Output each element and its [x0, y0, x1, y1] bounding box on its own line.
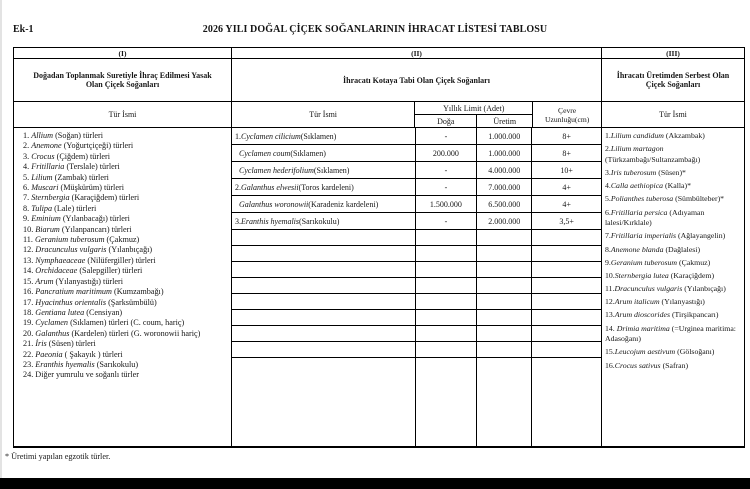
scan-left-edge [0, 0, 2, 489]
list-item [23, 193, 227, 203]
item-common-name: (Soğan) türleri [55, 131, 104, 140]
item-latin-name: Fritillaria imperialis [610, 231, 677, 241]
empty-row [232, 246, 601, 262]
item-latin-name: Paeonia [35, 349, 63, 359]
item-number: 6. [605, 207, 611, 217]
item-latin-name: İris [35, 339, 47, 349]
item-number: 5. [605, 194, 611, 204]
production-limit-cell: 4.000.000 [477, 162, 532, 179]
item-common-name: (Çiğdem) türleri [56, 151, 111, 161]
item-common-name: (Karaçiğdem) türleri [71, 193, 140, 203]
circumference-cell: 4+ [532, 179, 601, 196]
item-latin-name: Drimia maritima [616, 323, 670, 333]
quota-species-cell [232, 196, 416, 213]
item-latin-name: Anemone [31, 141, 62, 151]
row-latin-name: Eranthis hyemalis [241, 216, 299, 226]
empty-row [232, 294, 601, 310]
item-latin-name: Sternbergia lutea [614, 270, 669, 280]
circumference-cell: 8+ [532, 128, 601, 145]
nature-limit-cell: - [416, 179, 478, 196]
list-item [23, 204, 227, 214]
nature-limit-cell: - [416, 128, 478, 145]
item-number: 9. [23, 214, 30, 224]
item-common-name: (Ağlayangelin) [678, 231, 726, 241]
item-common-name: (Lale) türleri [54, 203, 97, 213]
row-common-name: (Sıklamen) [313, 165, 350, 175]
item-number: 8. [23, 203, 30, 213]
list-item [605, 284, 742, 295]
footnote: * Üretimi yapılan egzotik türler. [5, 452, 111, 461]
item-number: 4. [605, 181, 611, 191]
item-latin-name: Polianthes tuberosa [610, 194, 674, 204]
circumference-header: Çevre Uzunluğu(cm) [533, 102, 601, 128]
item-common-name: (Zambak) türleri [54, 172, 109, 182]
list-item [605, 181, 742, 192]
item-common-name: (Sarıkokulu) [96, 359, 139, 369]
list-item [23, 131, 227, 141]
list-item [605, 231, 742, 242]
item-common-name: (Yılanbıçağı) [108, 245, 153, 255]
list-item [605, 258, 742, 269]
annex-label: Ek-1 [13, 24, 34, 35]
table-body [14, 102, 744, 446]
item-common-name: (Kardelen) türleri (G. woronowii hariç) [71, 328, 201, 338]
item-latin-name: Calla aethiopica [610, 181, 664, 191]
item-latin-name: Eminium [31, 214, 61, 224]
quota-row [232, 145, 601, 162]
list-item [605, 131, 742, 142]
quota-row [232, 128, 601, 145]
list-item [605, 168, 742, 179]
quota-subheader-row [232, 102, 601, 128]
production-limit-cell: 1.000.000 [477, 128, 532, 145]
empty-row [232, 230, 601, 246]
empty-row [232, 342, 601, 358]
quota-species-cell [232, 162, 416, 179]
list-item [605, 310, 742, 321]
row-common-name: (Sıklamen) [290, 148, 326, 158]
list-item [23, 370, 227, 380]
empty-row [232, 278, 601, 294]
item-common-name: (Kumzambağı) [113, 287, 164, 297]
item-common-name: (Sümbülteber)* [675, 194, 725, 204]
col1-roman: (I) [14, 48, 232, 58]
item-latin-name: Fritillaria persica [610, 207, 668, 217]
item-number: 14. [23, 266, 34, 276]
item-common-name: (Dağlalesi) [665, 244, 701, 254]
list-item [23, 360, 227, 370]
item-latin-name: Fritillaria [31, 162, 65, 172]
item-number: 10. [605, 270, 615, 280]
item-number: 15. [23, 276, 34, 286]
item-latin-name: Lilium candidum [610, 131, 664, 140]
row-common-name: (Sarıkokulu) [299, 216, 340, 226]
item-latin-name: Crocus [31, 151, 55, 161]
row-common-name: (Sıklamen) [300, 131, 337, 141]
item-number: 7. [23, 193, 30, 203]
item-number: 12. [605, 297, 615, 307]
circumference-cell: 4+ [532, 196, 601, 213]
item-common-name: (Tirşikpancarı) [671, 310, 719, 320]
page-header [0, 24, 750, 40]
free-export-column [602, 102, 744, 446]
production-limit-cell: 2.000.000 [477, 213, 532, 230]
item-number: 18. [23, 307, 34, 317]
empty-row [232, 326, 601, 342]
item-number: 1. [605, 131, 611, 140]
item-number: 2. [605, 144, 611, 154]
item-number: 13. [23, 255, 34, 265]
item-number: 8. [605, 244, 611, 254]
item-number: 21. [23, 339, 34, 349]
quota-species-subheader: Tür İsmi [232, 102, 415, 128]
col2-roman: (II) [232, 48, 602, 58]
empty-tall-row [232, 358, 601, 446]
item-common-name: (Salepgiller) türleri [79, 266, 143, 276]
empty-row [232, 262, 601, 278]
list-item [23, 235, 227, 245]
list-item [23, 225, 227, 235]
col2-header: İhracatı Kotaya Tabi Olan Çiçek Soğanları [232, 59, 602, 101]
item-latin-name: Arum italicum [614, 297, 660, 307]
item-number: 6. [23, 183, 30, 193]
item-latin-name: Dracunculus vulgaris [614, 284, 683, 294]
quota-row [232, 162, 601, 179]
item-common-name: (Akzambak) [665, 131, 705, 140]
row-common-name: (Toros kardeleni) [298, 182, 354, 192]
row-latin-name: Cyclamen hederifolium [239, 165, 314, 175]
circumference-cell: 10+ [532, 162, 601, 179]
list-item [605, 208, 742, 229]
item-latin-name: Anemone blanda [610, 244, 664, 254]
production-header: Üretim [493, 116, 517, 126]
circumference-cell: 3,5+ [532, 213, 601, 230]
item-latin-name: Nymphaeaceae [35, 255, 86, 265]
item-common-name: (Yılanyastığı) [661, 297, 705, 307]
item-common-name: (Çakmuz) [106, 235, 140, 245]
item-common-name: (Sıklamen) türleri (C. coum, hariç) [70, 318, 185, 328]
item-number: 5. [23, 172, 30, 182]
item-latin-name: Dracunculus vulgaris [35, 245, 107, 255]
item-number: 22. [23, 349, 34, 359]
item-common-name: (Yılanpancarı) türleri [61, 224, 132, 234]
quota-row [232, 196, 601, 213]
list-item [605, 361, 742, 372]
list-item [605, 324, 742, 345]
item-number: 12. [23, 245, 34, 255]
prohibited-column [14, 102, 232, 446]
item-common-name: (Karaçiğdem) [670, 270, 715, 280]
item-common-name: (Süsen)* [658, 167, 686, 177]
list-item [605, 194, 742, 205]
item-latin-name: Cyclamen [35, 318, 69, 328]
item-latin-name: Galanthus [35, 328, 70, 338]
row-latin-name: Galanthus elwesii [241, 182, 299, 192]
item-latin-name: Pancratium maritimum [35, 287, 112, 297]
row-latin-name: Cyclamen cilicium [241, 131, 301, 141]
item-latin-name: Crocus sativus [614, 360, 661, 370]
item-common-name: (Yılanbacağı) türleri [62, 214, 130, 224]
list-item [23, 329, 227, 339]
list-item [23, 287, 227, 297]
item-common-name: (Müşkürüm) türleri [60, 183, 124, 193]
nature-limit-cell: - [416, 162, 478, 179]
item-number: 4. [23, 162, 30, 172]
list-item [605, 347, 742, 358]
production-limit-cell: 1.000.000 [477, 145, 532, 162]
item-common-name: Diğer yumrulu ve soğanlı türler [35, 370, 139, 380]
item-number: 9. [605, 257, 611, 267]
nature-header: Doğa [415, 115, 477, 127]
item-latin-name: Leucojum aestivum [614, 347, 676, 357]
list-item [23, 162, 227, 172]
item-latin-name: Gentiana lutea [35, 307, 85, 317]
item-common-name: (Yılanbıçağı) [684, 284, 726, 294]
nature-limit-cell: - [416, 213, 478, 230]
item-number: 13. [605, 310, 615, 320]
item-number: 3. [23, 151, 30, 161]
nature-limit-cell: 1.500.000 [416, 196, 478, 213]
item-common-name: (Türkzambağı/Sultanzambağı) [605, 154, 701, 164]
row-latin-name: Cyclamen coum [239, 148, 291, 158]
item-number: 10. [23, 224, 34, 234]
list-item [23, 350, 227, 360]
item-common-name: (Censiyan) [86, 307, 123, 317]
item-common-name: (Gölsoğanı) [677, 347, 715, 357]
list-item [23, 318, 227, 328]
item-number: 17. [23, 297, 34, 307]
row-common-name: (Karadeniz kardeleni) [308, 199, 379, 209]
prohibited-species-list [14, 128, 231, 446]
list-item [605, 245, 742, 256]
col3-subheader: Tür İsmi [602, 102, 744, 128]
quota-rows [232, 128, 601, 446]
empty-row [232, 310, 601, 326]
item-number: 16. [23, 287, 34, 297]
item-number: 24. [23, 370, 34, 380]
item-common-name: (Nilüfergiller) türleri [87, 255, 156, 265]
item-latin-name: Allium [31, 131, 54, 140]
list-item [23, 298, 227, 308]
item-common-name: (Şarksümbülü) [108, 297, 157, 307]
item-latin-name: Geranium tuberosum [610, 257, 678, 267]
list-item [23, 245, 227, 255]
quota-species-cell [232, 179, 416, 196]
list-item [605, 297, 742, 308]
list-item [23, 173, 227, 183]
row-number: 3. [235, 216, 241, 226]
list-item [23, 141, 227, 151]
item-common-name: (Yoğurtçiçeği) türleri [63, 141, 134, 151]
item-latin-name: Biarum [35, 224, 60, 234]
list-item [23, 214, 227, 224]
limit-split-row [415, 115, 532, 128]
row-number: 1. [235, 131, 241, 141]
item-latin-name: Iris tuberosum [610, 167, 657, 177]
item-latin-name: Arum dioscorides [614, 310, 670, 320]
item-latin-name: Eranthis hyemalis [35, 359, 95, 369]
nature-limit-cell: 200.000 [416, 145, 478, 162]
annual-limit-header: Yıllık Limit (Adet) [415, 102, 532, 115]
item-number: 19. [23, 318, 34, 328]
item-common-name: (=Urginea maritima: Adasoğanı) [605, 323, 736, 344]
item-number: 16. [605, 360, 615, 370]
quota-column [232, 102, 602, 446]
item-common-name: (Çakmuz) [679, 257, 711, 267]
item-number: 1. [23, 131, 30, 140]
free-species-list [602, 128, 744, 446]
row-number: 2. [235, 182, 241, 192]
item-common-name: ( Şakayık ) türleri [64, 349, 123, 359]
item-number: 7. [605, 231, 611, 241]
item-common-name: (Safran) [662, 360, 689, 370]
export-list-table [13, 47, 745, 448]
list-item [23, 339, 227, 349]
list-item [23, 266, 227, 276]
item-latin-name: Muscari [31, 183, 59, 193]
item-latin-name: Lilium martagon [610, 144, 664, 154]
col1-header: Doğadan Toplanmak Suretiyle İhraç Edilmesi Yasak Olan Çiçek Soğanları [14, 59, 232, 101]
quota-species-cell [232, 213, 416, 230]
item-latin-name: Lilium [31, 172, 53, 182]
quota-species-cell [232, 128, 416, 145]
bottom-scan-bar [0, 478, 750, 489]
item-number: 11. [23, 235, 33, 245]
item-number: 20. [23, 328, 34, 338]
item-common-name: (Adıyaman lalesi/Kırklale) [605, 207, 705, 228]
circumference-cell: 8+ [532, 145, 601, 162]
list-item [605, 271, 742, 282]
page-title: 2026 YILI DOĞAL ÇİÇEK SOĞANLARININ İHRACAT LİSTESİ TABLOSU [202, 24, 548, 35]
item-common-name: (Süsen) türleri [48, 339, 96, 349]
item-latin-name: Geranium tuberosum [34, 235, 105, 245]
item-number: 23. [23, 359, 34, 369]
roman-numeral-row [14, 48, 744, 59]
quota-row [232, 213, 601, 230]
col3-roman: (III) [666, 48, 680, 58]
quota-row [232, 179, 601, 196]
col1-subheader: Tür İsmi [14, 102, 231, 128]
production-limit-cell: 7.000.000 [477, 179, 532, 196]
list-item [23, 256, 227, 266]
production-limit-cell: 6.500.000 [477, 196, 532, 213]
list-item [23, 152, 227, 162]
item-number: 2. [23, 141, 30, 151]
item-latin-name: Tulipa [31, 203, 53, 213]
item-number: 15. [605, 347, 615, 357]
quota-species-cell [232, 145, 416, 162]
list-item [23, 183, 227, 193]
col3-header: İhracatı Üretimden Serbest Olan Çiçek Soğanları [616, 71, 730, 89]
item-number: 3. [605, 167, 611, 177]
item-latin-name: Hyacinthus orientalis [35, 297, 107, 307]
item-number: 14. [605, 323, 617, 333]
item-common-name: (Kalla)* [665, 181, 691, 191]
item-common-name: (Yılanyastığı) türleri [55, 276, 124, 286]
list-item [605, 144, 742, 165]
list-item [23, 277, 227, 287]
column-header-row [14, 59, 744, 102]
item-latin-name: Sternbergia [31, 193, 70, 203]
item-latin-name: Orchidaceae [35, 266, 78, 276]
list-item [23, 308, 227, 318]
item-number: 11. [605, 284, 615, 294]
annual-limit-header-group [415, 102, 533, 128]
row-latin-name: Galanthus woronowii [239, 199, 309, 209]
item-common-name: (Terslale) türleri [66, 162, 120, 172]
item-latin-name: Arum [35, 276, 54, 286]
